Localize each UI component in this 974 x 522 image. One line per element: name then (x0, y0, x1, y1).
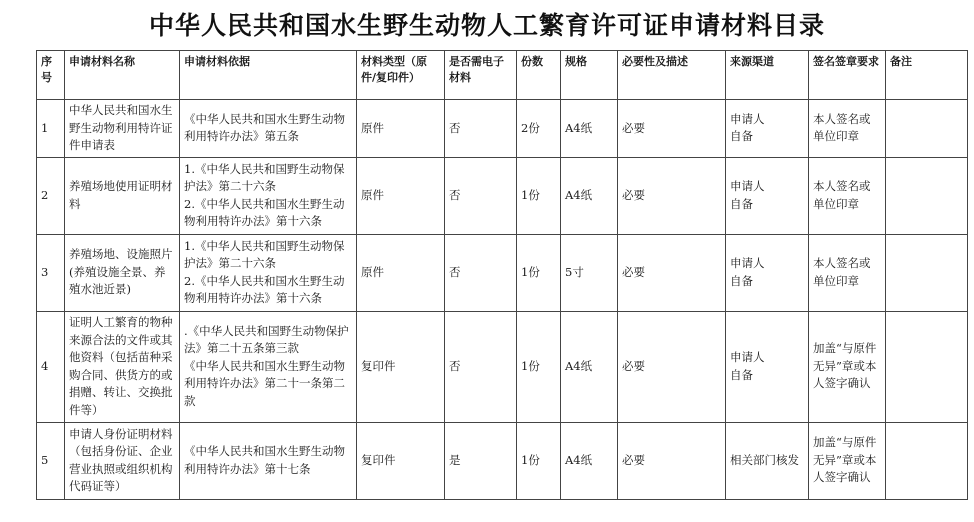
cell-spec: 5寸 (561, 234, 618, 311)
cell-name: 申请人身份证明材料（包括身份证、企业营业执照或组织机构代码证等） (65, 422, 180, 499)
header-cell-name: 申请材料名称 (65, 51, 180, 100)
cell-spec: A4纸 (561, 157, 618, 234)
table-row (37, 157, 968, 234)
cell-basis: 《中华人民共和国水生野生动物利用特许办法》第五条 (180, 100, 357, 158)
header-cell-remark: 备注 (886, 51, 968, 100)
materials-table (36, 50, 968, 500)
cell-necessity: 必要 (618, 311, 726, 422)
header-cell-copies: 份数 (517, 51, 561, 100)
cell-no: 4 (37, 311, 65, 422)
cell-necessity: 必要 (618, 422, 726, 499)
cell-signature: 本人签名或单位印章 (809, 157, 886, 234)
cell-remark (886, 100, 968, 158)
cell-basis: 《中华人民共和国水生野生动物利用特许办法》第十七条 (180, 422, 357, 499)
cell-name: 养殖场地使用证明材料 (65, 157, 180, 234)
cell-remark (886, 311, 968, 422)
cell-no: 3 (37, 234, 65, 311)
header-cell-necessity: 必要性及描述 (618, 51, 726, 100)
cell-source: 申请人 自备 (726, 234, 809, 311)
cell-type: 复印件 (357, 311, 445, 422)
cell-copies: 1份 (517, 234, 561, 311)
document-title: 中华人民共和国水生野生动物人工繁育许可证申请材料目录 (148, 11, 825, 40)
cell-electronic: 是 (445, 422, 517, 499)
cell-type: 原件 (357, 234, 445, 311)
cell-remark (886, 157, 968, 234)
cell-copies: 1份 (517, 157, 561, 234)
cell-spec: A4纸 (561, 311, 618, 422)
cell-type: 复印件 (357, 422, 445, 499)
header-row (37, 51, 968, 100)
table-row (37, 422, 968, 499)
cell-electronic: 否 (445, 100, 517, 158)
cell-type: 原件 (357, 157, 445, 234)
cell-signature: 本人签名或单位印章 (809, 100, 886, 158)
cell-necessity: 必要 (618, 234, 726, 311)
header-cell-basis: 申请材料依据 (180, 51, 357, 100)
cell-spec: A4纸 (561, 422, 618, 499)
cell-source: 申请人 自备 (726, 311, 809, 422)
header-cell-source: 来源渠道 (726, 51, 809, 100)
cell-signature: 本人签名或单位印章 (809, 234, 886, 311)
cell-name: 证明人工繁育的物种来源合法的文件或其他资料（包括苗种采购合同、供货方的或捐赠、转让、交换批件等） (65, 311, 180, 422)
cell-copies: 1份 (517, 422, 561, 499)
cell-name: 中华人民共和国水生野生动物利用特许证件申请表 (65, 100, 180, 158)
cell-copies: 2份 (517, 100, 561, 158)
cell-remark (886, 422, 968, 499)
header-cell-no: 序号 (37, 51, 65, 100)
header-cell-type: 材料类型（原件/复印件） (357, 51, 445, 100)
cell-signature: 加盖“与原件无异”章或本人签字确认 (809, 422, 886, 499)
cell-no: 1 (37, 100, 65, 158)
header-cell-spec: 规格 (561, 51, 618, 100)
cell-basis: 1.《中华人民共和国野生动物保护法》第二十六条 2.《中华人民共和国水生野生动物利用特许办法》第十六条 (180, 157, 357, 234)
cell-electronic: 否 (445, 157, 517, 234)
cell-basis: 1.《中华人民共和国野生动物保护法》第二十六条 2.《中华人民共和国水生野生动物利用特许办法》第十六条 (180, 234, 357, 311)
table-row (37, 234, 968, 311)
cell-copies: 1份 (517, 311, 561, 422)
cell-spec: A4纸 (561, 100, 618, 158)
cell-remark (886, 234, 968, 311)
cell-source: 申请人 自备 (726, 157, 809, 234)
table-row (37, 311, 968, 422)
cell-basis: .《中华人民共和国野生动物保护法》第二十五条第三款 《中华人民共和国水生野生动物利用特许办法》第二十一条第二款 (180, 311, 357, 422)
cell-type: 原件 (357, 100, 445, 158)
header-cell-signature: 签名签章要求 (809, 51, 886, 100)
cell-necessity: 必要 (618, 157, 726, 234)
table-row (37, 100, 968, 158)
cell-name: 养殖场地、设施照片(养殖设施全景、养殖水池近景) (65, 234, 180, 311)
cell-source: 申请人 自备 (726, 100, 809, 158)
cell-no: 2 (37, 157, 65, 234)
cell-necessity: 必要 (618, 100, 726, 158)
cell-electronic: 否 (445, 234, 517, 311)
cell-signature: 加盖“与原件无异”章或本人签字确认 (809, 311, 886, 422)
header-cell-electronic: 是否需电子材料 (445, 51, 517, 100)
cell-source: 相关部门核发 (726, 422, 809, 499)
cell-electronic: 否 (445, 311, 517, 422)
cell-no: 5 (37, 422, 65, 499)
